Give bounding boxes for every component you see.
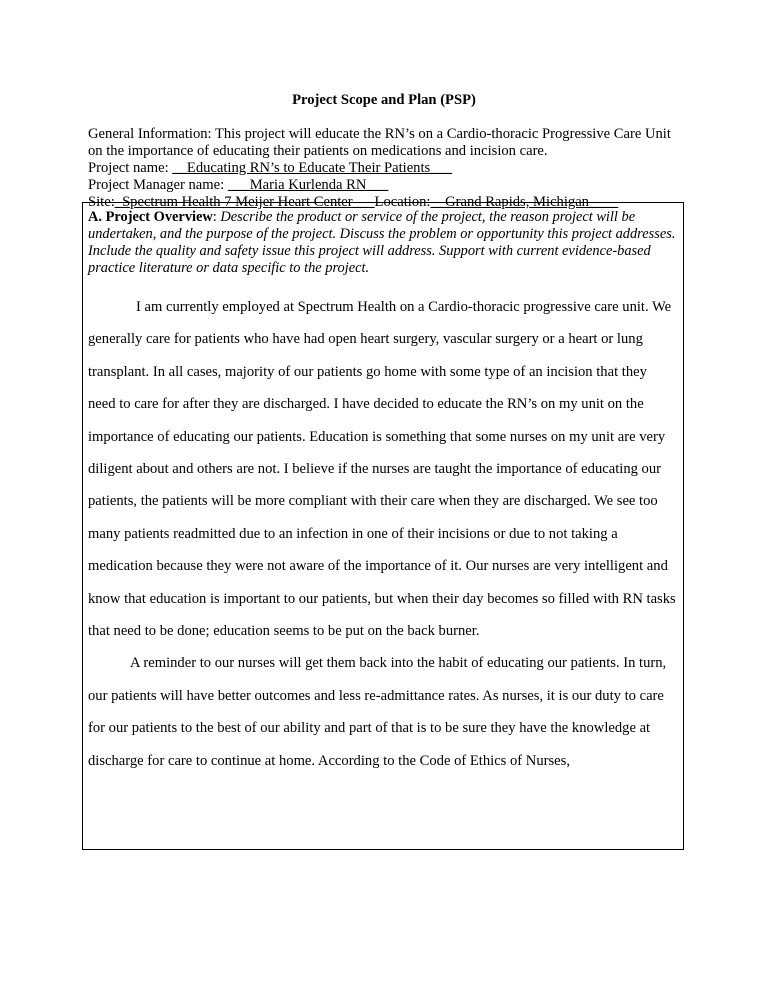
general-info-text: General Information: This project will educate the RN’s on a Cardio-thoracic Progressive Care Unit on the importance of educating their patients on medications and incision care. bbox=[88, 126, 671, 159]
overview-heading-colon: : bbox=[212, 209, 217, 225]
location-label: Location: bbox=[374, 194, 431, 210]
site-value: _Spectrum Health 7 Meijer Heart Center___ bbox=[114, 194, 375, 210]
overview-heading bbox=[88, 209, 678, 277]
overview-body bbox=[88, 291, 678, 777]
general-information bbox=[88, 126, 688, 211]
project-manager-value: ___Maria Kurlenda RN___ bbox=[227, 177, 389, 193]
page-title: Project Scope and Plan (PSP) bbox=[292, 92, 476, 108]
project-name-label: Project name: bbox=[88, 160, 169, 176]
site-label: Site: bbox=[88, 194, 115, 210]
overview-paragraph-2: A reminder to our nurses will get them back into the habit of educating our patients. In turn, our patients will have better outcomes and less re-admittance rates. As nurses, it is our duty to care for our patients to the best of our ability and part of that is to be sure they have the knowledge at discharge for care to continue at home. According to the Code of Ethics of Nurses, bbox=[88, 655, 667, 769]
project-manager-label: Project Manager name: bbox=[88, 177, 225, 193]
overview-instructions: Describe the product or service of the project, the reason project will be undertaken, and the purpose of the project. Discuss the problem or opportunity this project addresses. Include the quality and safety issue this project will address. Support with current evidence-based practice literature or data specific to the project. bbox=[88, 209, 676, 276]
location-value: __Grand Rapids, Michigan____ bbox=[430, 194, 619, 210]
project-name-value: __Educating RN’s to Educate Their Patients___ bbox=[172, 160, 453, 176]
project-name-line bbox=[88, 160, 688, 177]
overview-paragraph-1: I am currently employed at Spectrum Health on a Cardio-thoracic progressive care unit. We generally care for patients who have had open heart surgery, vascular surgery or a heart or lung transplant. In all cases, majority of our patients go home with some type of an incision that they need to care for after they are discharged. I have decided to educate the RN’s on my unit on the importance of educating our patients. Education is something that some nurses on my unit are very diligent about and others are not. I believe if the nurses are taught the importance of educating our patients, the patients will be more compliant with their care when they are discharged. We see too many patients readmitted due to an infection in one of their incisions or due to not taking a medication because they were not aware of the importance of it. Our nurses are very intelligent and know that education is important to our patients, but when their day becomes so filled with RN tasks that need to be done; education seems to be put on the back burner. bbox=[88, 299, 676, 640]
overview-heading-label: A. Project Overview bbox=[88, 209, 213, 225]
project-overview-box bbox=[82, 202, 684, 850]
project-manager-line bbox=[88, 177, 688, 194]
